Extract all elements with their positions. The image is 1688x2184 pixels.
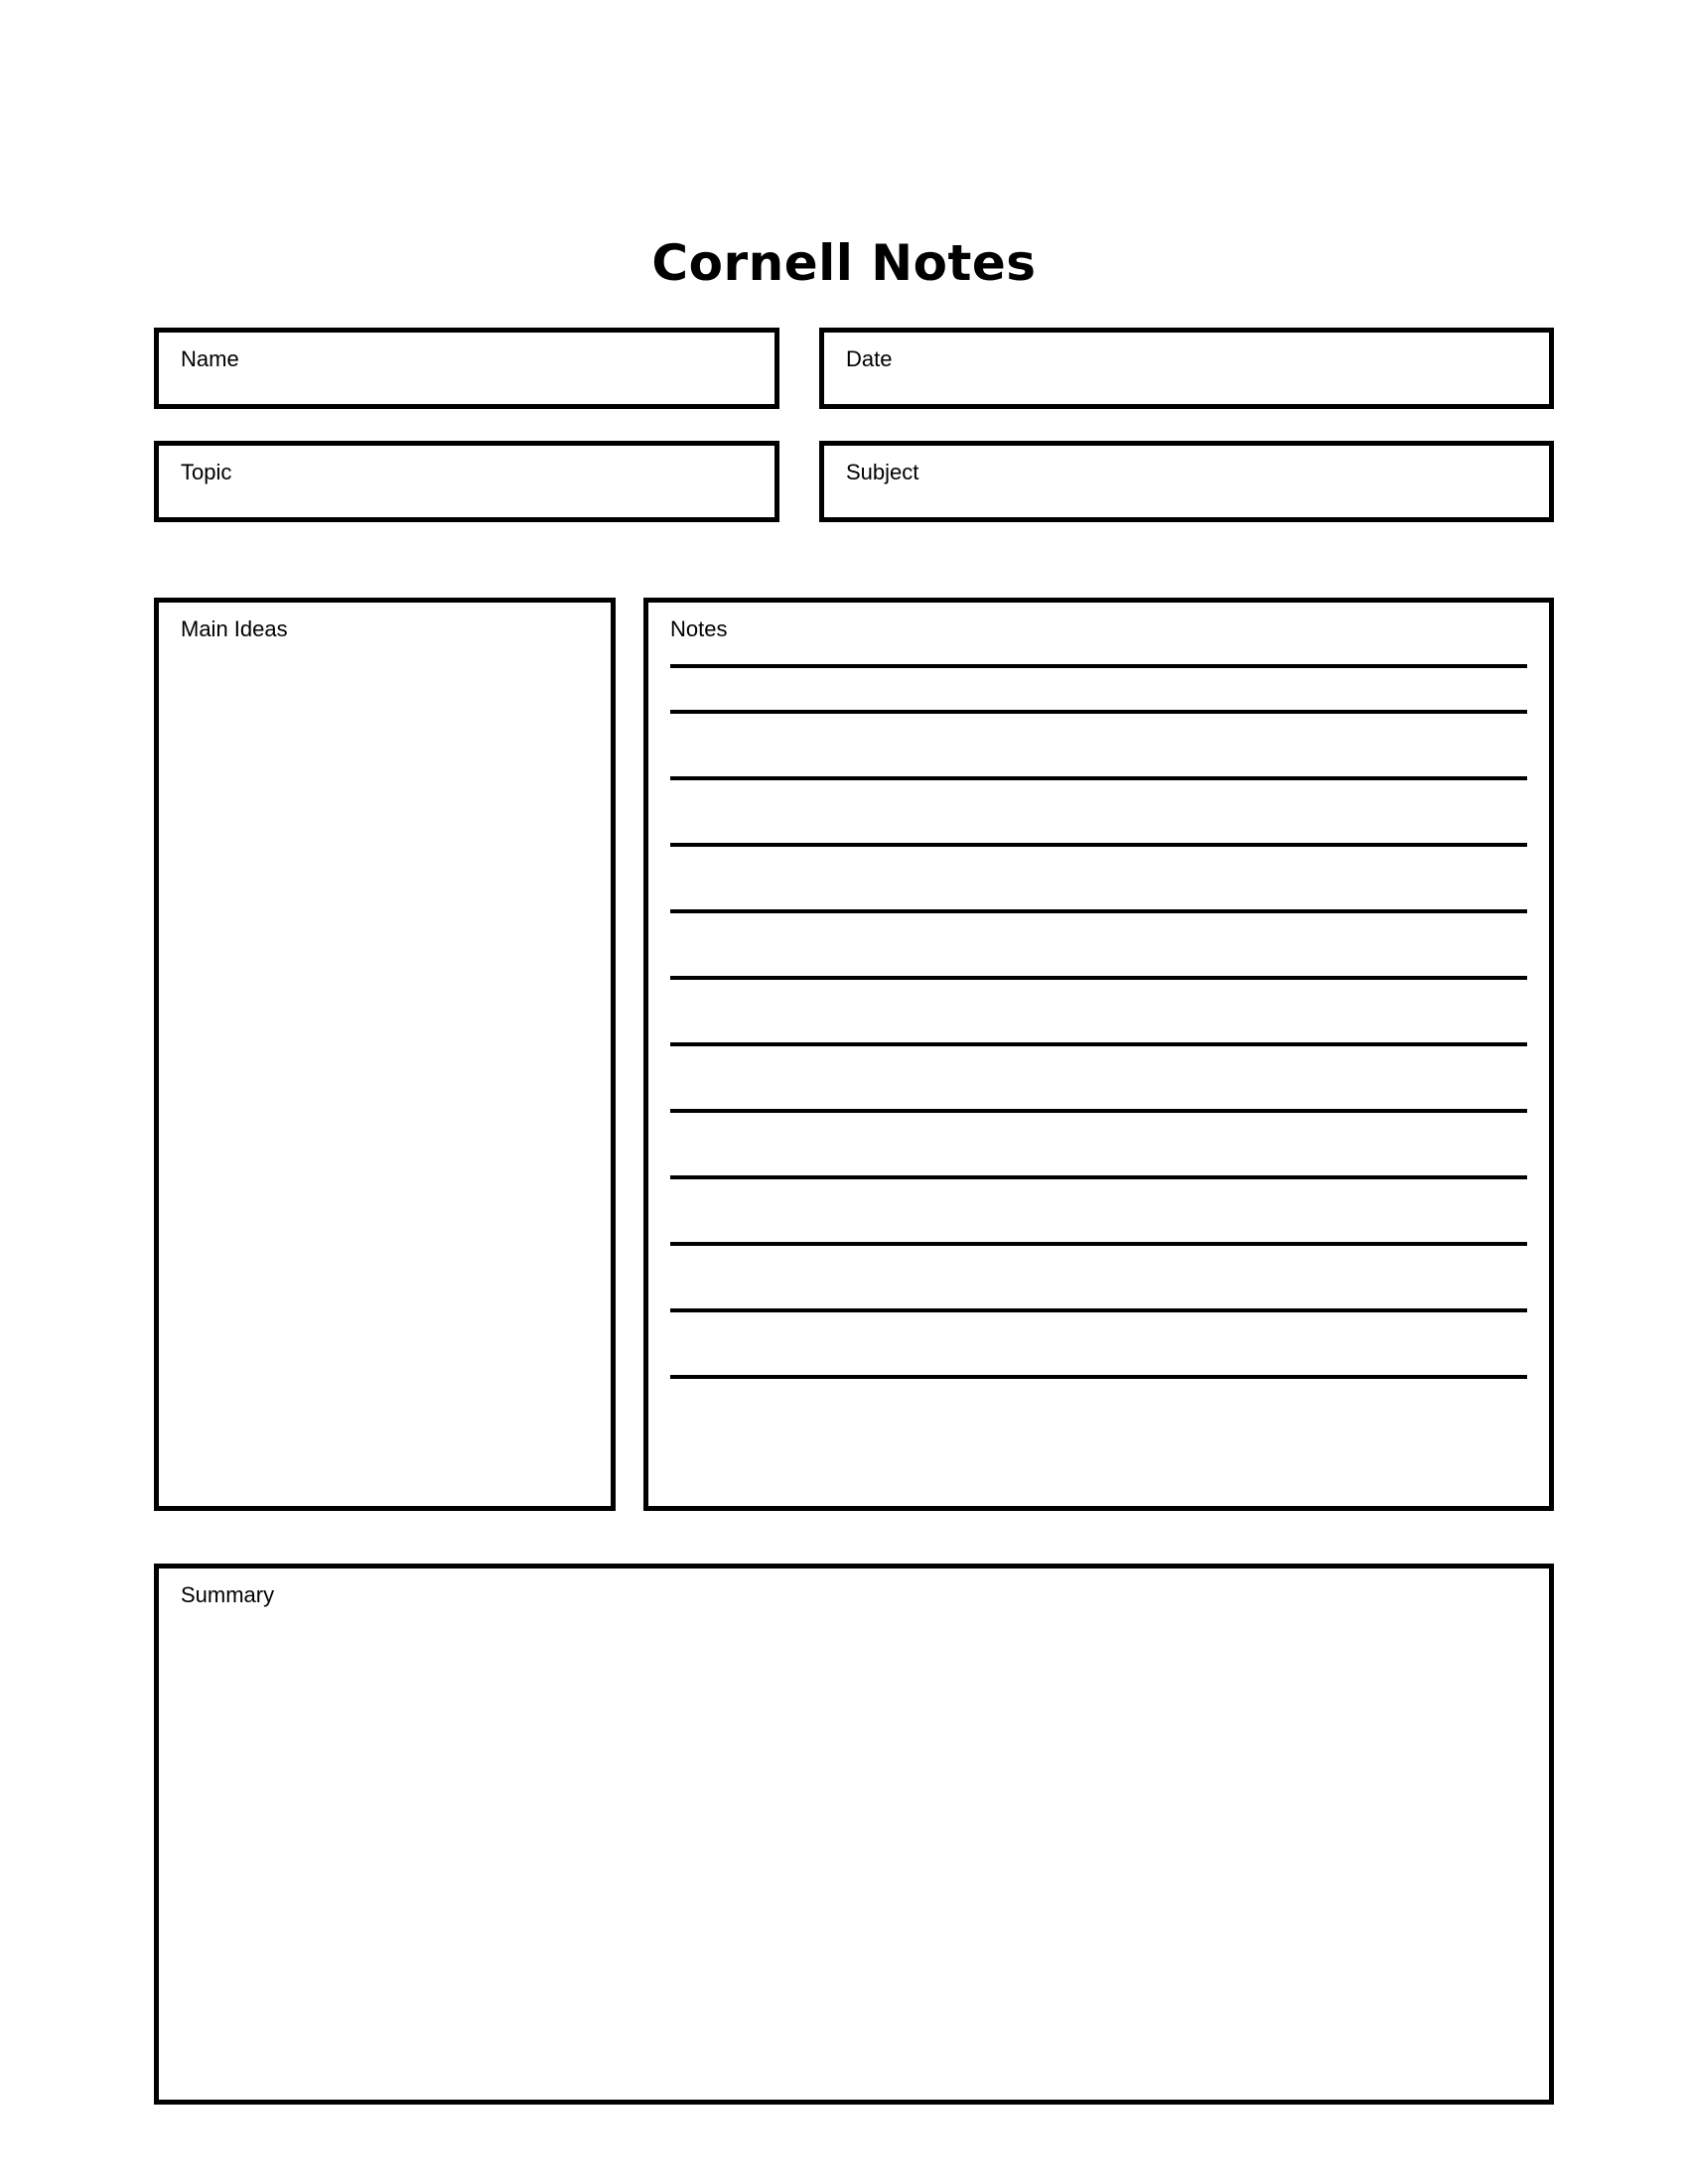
summary-section[interactable] (154, 1564, 1554, 2105)
main-ideas-label: Main Ideas (181, 616, 288, 641)
page-title: Cornell Notes (651, 234, 1037, 292)
subject-field-label: Subject (846, 460, 919, 484)
notes-label: Notes (670, 616, 728, 641)
topic-field[interactable] (154, 441, 779, 522)
subject-field[interactable] (819, 441, 1554, 522)
notes-rule-line (670, 1375, 1527, 1379)
date-field-label: Date (846, 346, 893, 371)
name-field-label: Name (181, 346, 239, 371)
main-ideas-section[interactable] (154, 598, 616, 1511)
topic-field-label: Topic (181, 460, 232, 484)
summary-label: Summary (181, 1582, 275, 1607)
name-field[interactable] (154, 328, 779, 409)
notes-section[interactable] (643, 598, 1554, 1511)
date-field[interactable] (819, 328, 1554, 409)
notes-rule-lines (670, 664, 1527, 1379)
